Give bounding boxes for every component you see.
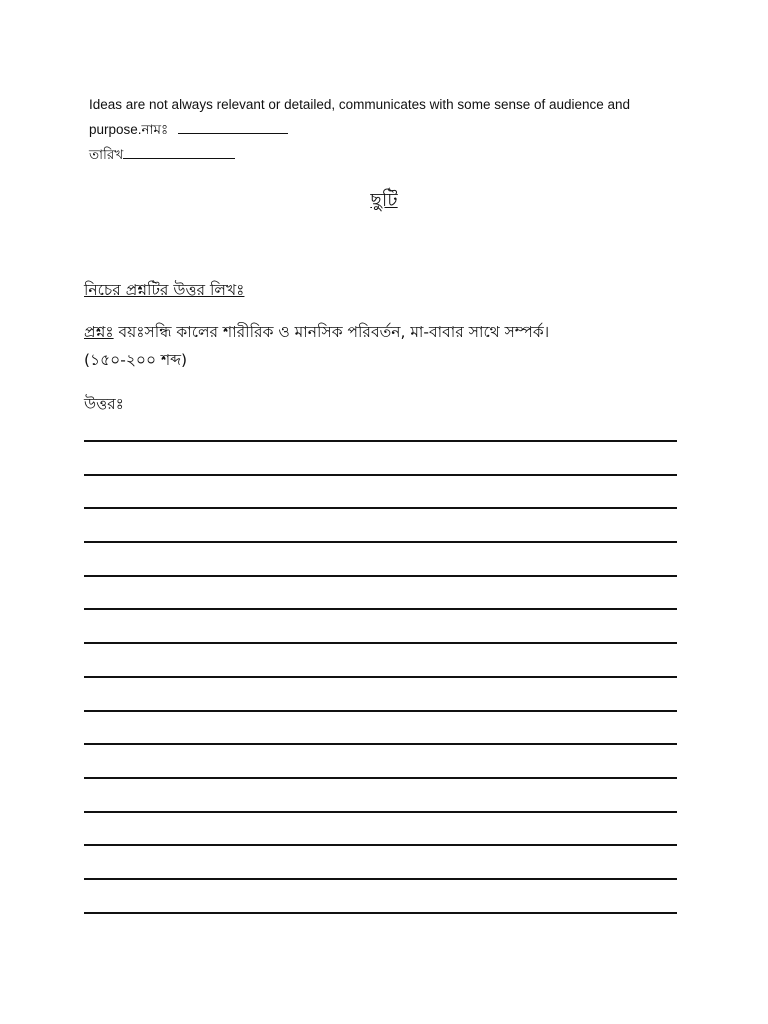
- answer-line[interactable]: [84, 541, 677, 543]
- question-block: [84, 318, 684, 374]
- answer-line[interactable]: [84, 743, 677, 745]
- date-blank-line[interactable]: [123, 144, 235, 159]
- answer-line[interactable]: [84, 844, 677, 846]
- answer-line[interactable]: [84, 642, 677, 644]
- answer-line[interactable]: [84, 777, 677, 779]
- answer-label: উত্তরঃ: [84, 395, 124, 413]
- document-title: ছুটি: [370, 189, 398, 211]
- answer-lines: [84, 440, 677, 945]
- answer-line[interactable]: [84, 608, 677, 610]
- date-label: তারিখ: [89, 147, 124, 162]
- intro-text: Ideas are not always relevant or detailed, communicates with some sense of audience and purpose.: [89, 97, 631, 137]
- question-text: বয়ঃসন্ধি কালের শারীরিক ও মানসিক পরিবর্তন, মা-বাবার সাথে সম্পর্ক।: [113, 323, 550, 341]
- question-label: প্রশ্নঃ: [84, 323, 114, 341]
- answer-line[interactable]: [84, 878, 677, 880]
- date-row: [89, 144, 235, 166]
- answer-line[interactable]: [84, 811, 677, 813]
- instruction-text: নিচের প্রশ্নটির উত্তর লিখঃ: [84, 281, 245, 299]
- answer-line[interactable]: [84, 912, 677, 914]
- answer-line[interactable]: [84, 440, 677, 442]
- name-label: নামঃ: [141, 122, 169, 137]
- name-blank-line[interactable]: [178, 119, 288, 134]
- answer-line[interactable]: [84, 474, 677, 476]
- intro-block: [89, 92, 649, 142]
- answer-line[interactable]: [84, 575, 677, 577]
- answer-line[interactable]: [84, 507, 677, 509]
- answer-line[interactable]: [84, 676, 677, 678]
- word-limit: (১৫০-২০০ শব্দ): [84, 351, 188, 369]
- answer-line[interactable]: [84, 710, 677, 712]
